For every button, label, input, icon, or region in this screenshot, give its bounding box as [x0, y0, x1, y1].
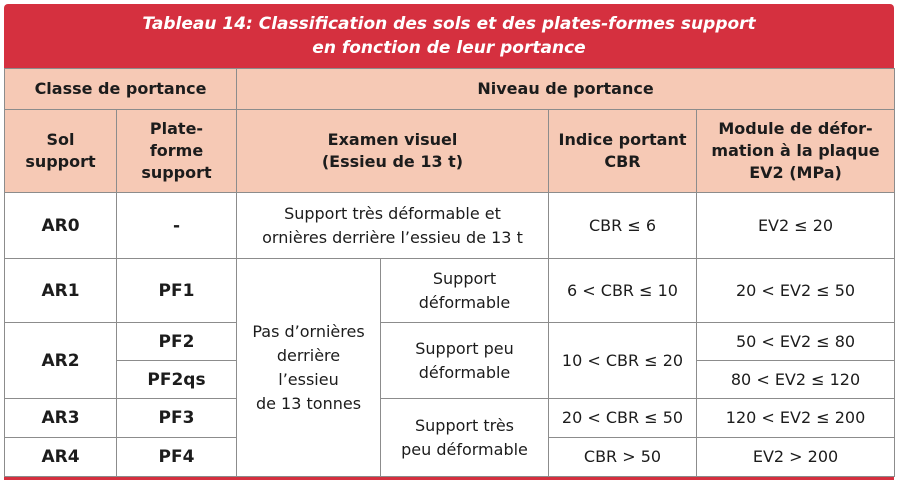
cell-cbr-ar2: 10 < CBR ≤ 20: [549, 323, 697, 399]
table-bottom-rule: [4, 477, 894, 480]
cell-examen-ar2-line-2: déformable: [418, 362, 511, 382]
header-classe-portance: Classe de portance: [5, 69, 237, 110]
cell-ev2-pf2qs: 80 < EV2 ≤ 120: [697, 361, 895, 399]
header-plate-forme: [117, 110, 237, 193]
cell-cbr-ar1: 6 < CBR ≤ 10: [549, 259, 697, 323]
classification-table: [4, 68, 895, 477]
cell-examen-ar0-line-2: ornières derrière l’essieu de 13 t: [262, 227, 523, 247]
cell-sol-ar3: AR3: [5, 399, 117, 438]
header-module-deformation-line-3: EV2 (MPa): [749, 163, 842, 182]
cell-plate-ar4: PF4: [117, 438, 237, 477]
cell-pas-ornieres-line-1: Pas d’ornières: [252, 321, 365, 341]
cell-ev2-ar3: 120 < EV2 ≤ 200: [697, 399, 895, 438]
cell-examen-ar1-line-2: déformable: [418, 292, 511, 312]
cell-cbr-ar3: 20 < CBR ≤ 50: [549, 399, 697, 438]
cell-examen-ar1-line-1: Support: [432, 268, 497, 288]
cell-examen-ar0: [237, 193, 549, 259]
header-indice-cbr-line-1: Indice portant: [558, 130, 687, 149]
header-row-1: [5, 69, 895, 110]
cell-examen-ar2-line-1: Support peu: [415, 338, 514, 358]
cell-pas-ornieres: [237, 259, 381, 477]
cell-sol-ar0: AR0: [5, 193, 117, 259]
table-title-line-1: Tableau 14: Classification des sols et des plates-formes support: [142, 14, 756, 34]
header-examen-visuel-line-2: (Essieu de 13 t): [321, 152, 464, 171]
cell-ev2-pf2: 50 < EV2 ≤ 80: [697, 323, 895, 361]
header-plate-forme-line-3: support: [141, 163, 212, 182]
header-indice-cbr-line-2: CBR: [604, 152, 641, 171]
cell-plate-pf2qs: PF2qs: [117, 361, 237, 399]
cell-examen-ar1: [381, 259, 549, 323]
header-examen-visuel-line-1: Examen visuel: [327, 130, 458, 149]
cell-plate-ar3: PF3: [117, 399, 237, 438]
table-title: [4, 4, 894, 68]
cell-cbr-ar0: CBR ≤ 6: [549, 193, 697, 259]
cell-ev2-ar4: EV2 > 200: [697, 438, 895, 477]
cell-examen-ar2: [381, 323, 549, 399]
table-row-ar1: [5, 259, 895, 323]
cell-cbr-ar4: CBR > 50: [549, 438, 697, 477]
header-row-2: [5, 110, 895, 193]
cell-pas-ornieres-line-2: derrière: [276, 345, 341, 365]
cell-support-tres-peu-line-2: peu déformable: [401, 439, 528, 459]
table-title-line-2: en fonction de leur portance: [312, 38, 586, 58]
cell-sol-ar2: AR2: [5, 323, 117, 399]
cell-ev2-ar0: EV2 ≤ 20: [697, 193, 895, 259]
header-examen-visuel: [237, 110, 549, 193]
header-sol-support: [5, 110, 117, 193]
cell-ev2-ar1: 20 < EV2 ≤ 50: [697, 259, 895, 323]
cell-plate-ar0: -: [117, 193, 237, 259]
header-plate-forme-line-2: forme: [149, 141, 204, 160]
cell-support-tres-peu: [381, 399, 549, 477]
table-row-ar3: [5, 399, 895, 438]
header-module-deformation: [697, 110, 895, 193]
cell-sol-ar1: AR1: [5, 259, 117, 323]
header-niveau-portance: Niveau de portance: [237, 69, 895, 110]
cell-plate-ar1: PF1: [117, 259, 237, 323]
header-plate-forme-line-1: Plate-: [149, 119, 204, 138]
header-sol-support-line-2: support: [25, 152, 96, 171]
cell-plate-pf2: PF2: [117, 323, 237, 361]
cell-pas-ornieres-line-4: de 13 tonnes: [255, 393, 362, 413]
table-row-ar2-pf2: [5, 323, 895, 361]
header-indice-cbr: [549, 110, 697, 193]
header-sol-support-line-1: Sol: [46, 130, 75, 149]
header-module-deformation-line-2: mation à la plaque: [711, 141, 880, 160]
cell-examen-ar0-line-1: Support très déformable et: [284, 203, 501, 223]
header-module-deformation-line-1: Module de défor-: [718, 119, 873, 138]
cell-support-tres-peu-line-1: Support très: [414, 415, 514, 435]
classification-table-frame: [4, 4, 894, 480]
cell-sol-ar4: AR4: [5, 438, 117, 477]
table-row-ar0: [5, 193, 895, 259]
cell-pas-ornieres-line-3: l’essieu: [278, 369, 339, 389]
